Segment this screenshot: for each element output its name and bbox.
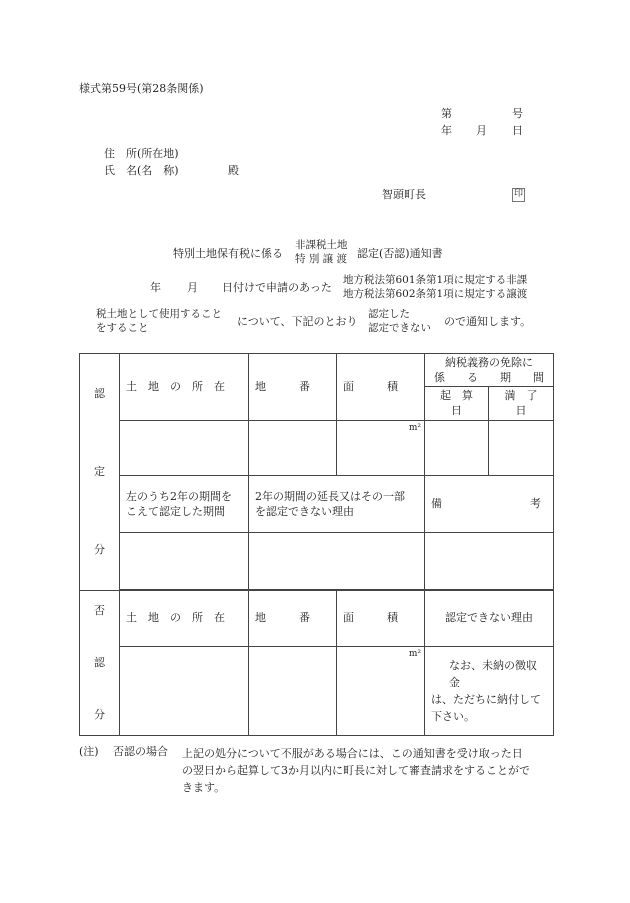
note-label: (注) (79, 745, 99, 758)
body-result-2: 認定できない (368, 322, 431, 334)
note-case: 否認の場合 (113, 745, 168, 758)
note-text: 上記の処分について不服がある場合には、この通知書を受け取った日 の翌日から起算して3か月以内に町長に対して審査請求をすることがで きます。 (182, 747, 530, 794)
body-year: 年 (150, 281, 161, 294)
reject-lot-header: 地 番 (249, 591, 337, 647)
body-law-options (343, 273, 527, 301)
extend-reason-cell[interactable] (249, 533, 425, 590)
reject-area-header: 面 積 (337, 591, 425, 647)
reject-reason-header: 認定できない理由 (425, 591, 554, 647)
issuer: 智頭町長 (382, 188, 426, 201)
body-result-options (368, 307, 431, 335)
area-cell[interactable] (337, 421, 425, 476)
body-law-1: 地方税法第601条第1項に規定する非課 (343, 274, 528, 286)
title-option-1: 非課税土地 (295, 239, 348, 251)
remarks-header: 備 考 (425, 476, 554, 533)
nintei-side-label: 認 定 分 (80, 354, 120, 591)
body-continuation (96, 307, 222, 335)
start-date-cell[interactable] (425, 421, 489, 476)
title-prefix: 特別土地保有税に係る (173, 247, 283, 260)
start-date-header: 起 算 日 (425, 387, 489, 421)
body-middle: について、下記のとおり (237, 315, 358, 328)
unit-m2: m² (408, 423, 421, 433)
body-law-2: 地方税法第602条第1項に規定する譲渡 (343, 288, 528, 300)
certification-table (79, 353, 554, 736)
doc-no-label: 第 (441, 107, 452, 120)
title-suffix: 認定(否認)通知書 (357, 247, 443, 260)
reject-lot-cell[interactable] (249, 647, 337, 736)
reject-notice: なお、未納の徴収金 は、ただちに納付して 下さい。 (425, 647, 554, 736)
reject-unit-m2: m² (408, 649, 421, 659)
form-number: 様式第59号(第28条関係) (79, 82, 204, 95)
reject-location-cell[interactable] (120, 647, 249, 736)
lot-header: 地 番 (249, 354, 337, 421)
area-header: 面 積 (337, 354, 425, 421)
over2y-header: 左のうち2年の期間を こえて認定した期間 (120, 476, 249, 533)
body-cont-1: 税土地として使用すること (96, 308, 222, 320)
date-day: 日 (512, 124, 523, 137)
lot-cell[interactable] (249, 421, 337, 476)
body-result-1: 認定した (368, 308, 410, 320)
seal: 印 (512, 188, 525, 202)
address-label: 住 所(所在地) (104, 147, 179, 160)
reject-area-cell[interactable] (337, 647, 425, 736)
exemption-period-header: 納税義務の免除に 係 る 期 間 (425, 354, 554, 387)
reject-location-header: 土 地 の 所 在 (120, 591, 249, 647)
body-end: ので通知します。 (444, 315, 532, 328)
honorific: 殿 (228, 164, 239, 177)
body-cont-2: をすること (96, 322, 149, 334)
doc-no-suffix: 号 (512, 107, 523, 120)
location-cell[interactable] (120, 421, 249, 476)
date-year: 年 (441, 124, 452, 137)
location-header: 土 地 の 所 在 (120, 354, 249, 421)
body-applied: 日付けで申請のあった (222, 281, 332, 294)
end-date-header: 満 了 日 (489, 387, 554, 421)
title-option-2: 特 別 譲 渡 (295, 253, 348, 265)
name-label: 氏 名(名 称) (104, 164, 179, 177)
end-date-cell[interactable] (489, 421, 554, 476)
title-options (295, 238, 348, 266)
hinin-side-label: 否 認 分 (80, 591, 120, 736)
over2y-cell[interactable] (120, 533, 249, 590)
extend-reason-header: 2年の期間の延長又はその一部 を認定できない理由 (249, 476, 425, 533)
date-month: 月 (476, 124, 487, 137)
body-month: 月 (187, 281, 198, 294)
remarks-cell[interactable] (425, 533, 554, 590)
